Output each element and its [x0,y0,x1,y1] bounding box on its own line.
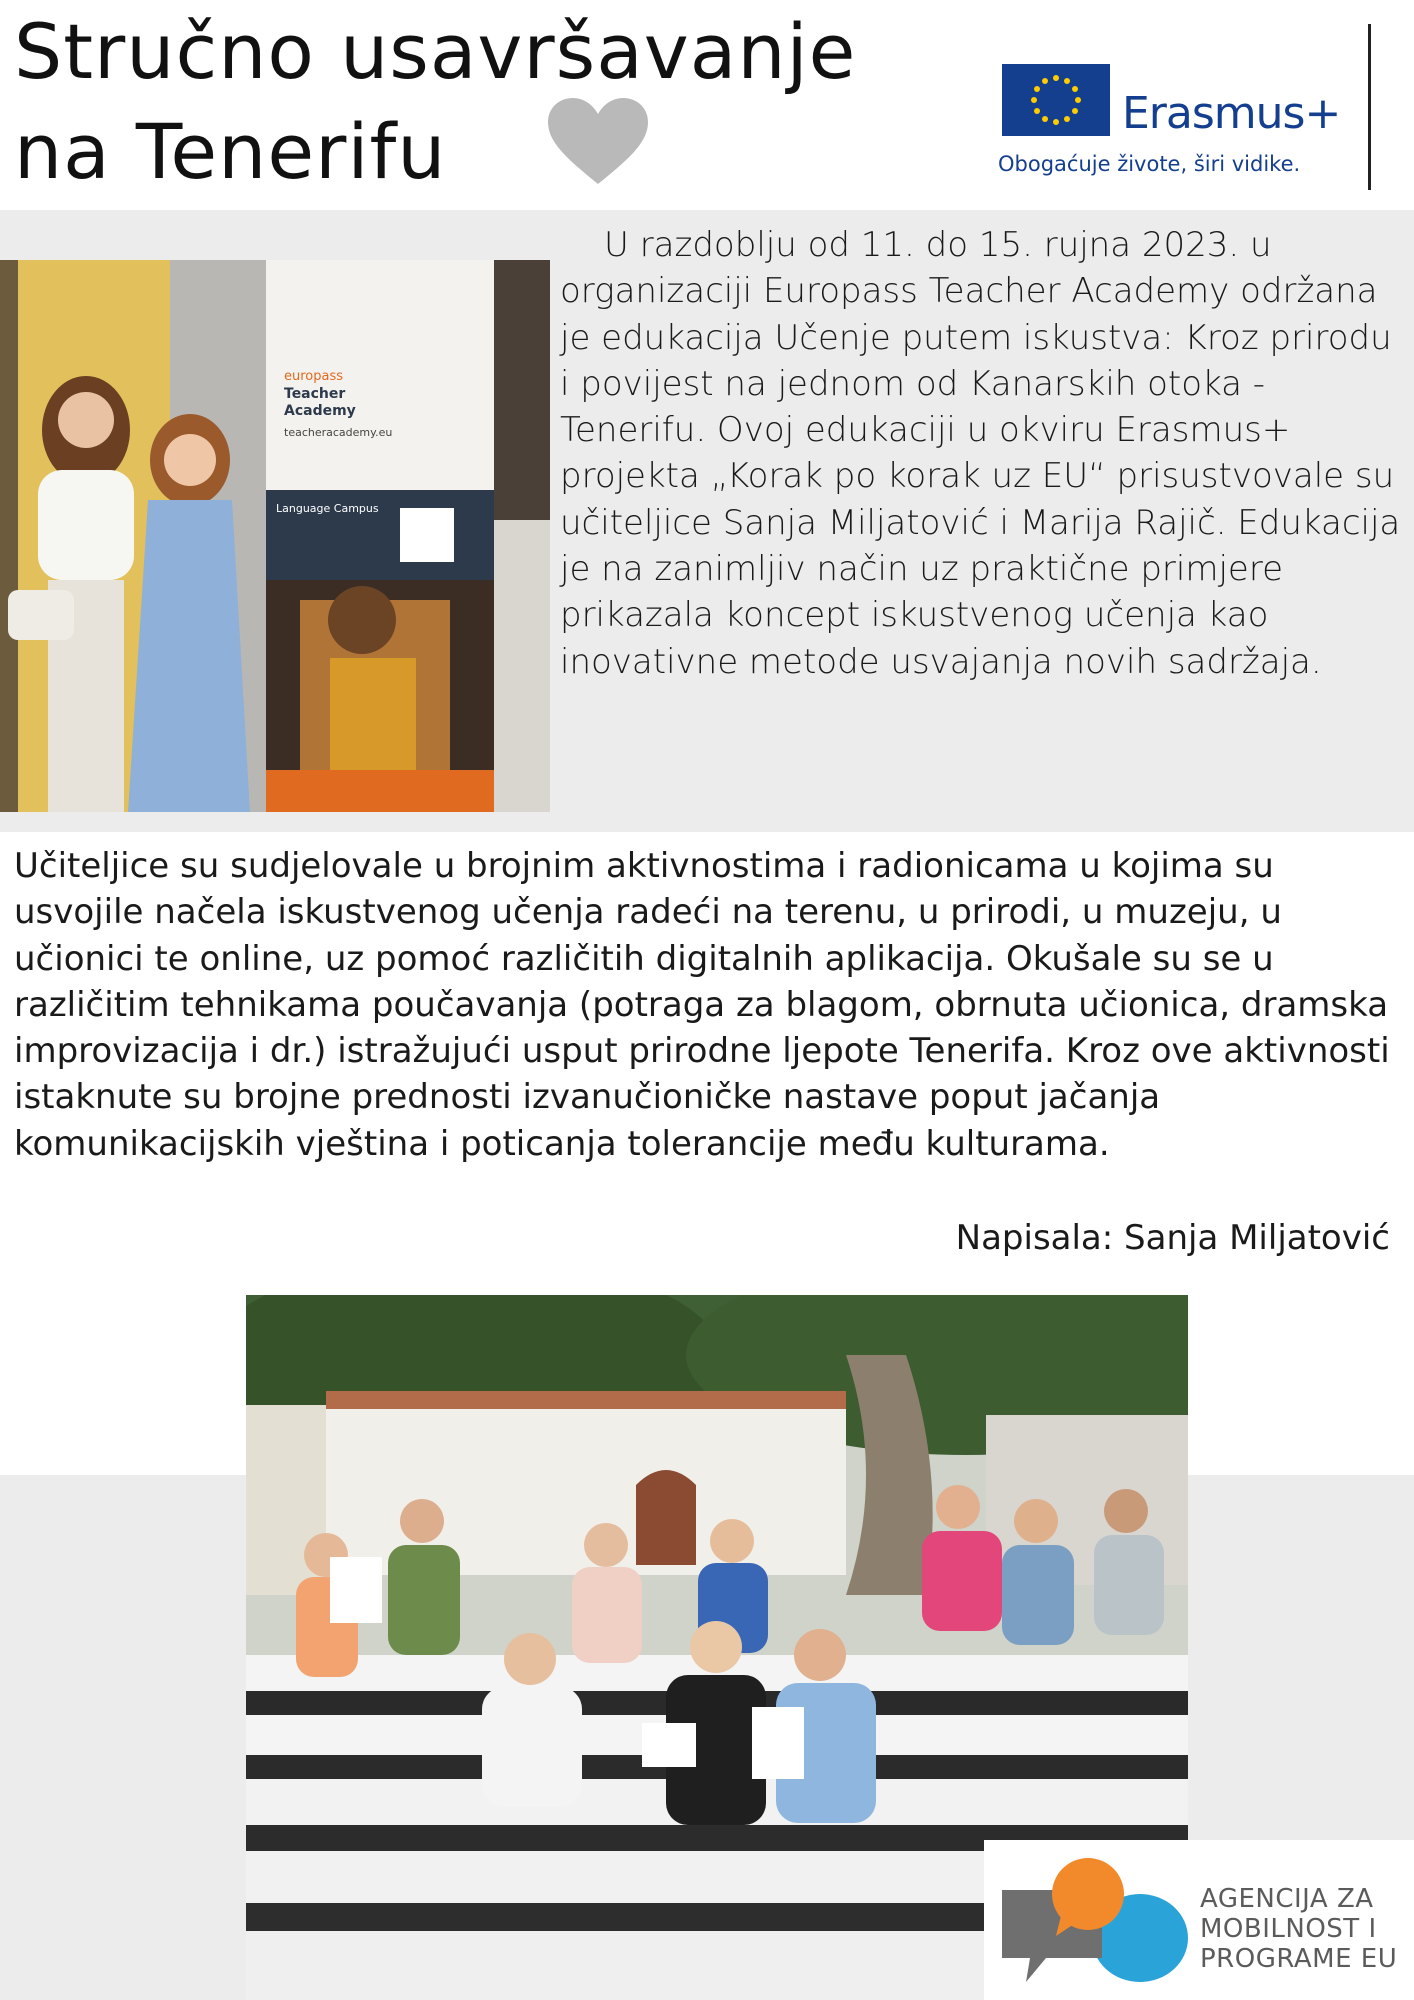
article-intro: U razdoblju od 11. do 15. rujna 2023. u organizaciji Europass Teacher Academy održana je edukacija Učenje putem iskustva: Kroz prirodu i povijest na jednom od Kanarskih otoka - Tenerifu. Ovoj edukaciji u okviru Erasmus+ projekta „Korak po korak uz EU“ prisustvovale su učiteljice Sanja Miljatović i Marija Rajič. Edukacija je na zanimljiv način uz praktične primjere prikazala koncept iskustvenog učenja kao inovativne metode usvajanja novih sadržaja. [560,225,1401,682]
banner-line-5: Language Campus [276,502,379,515]
speech-bubbles-icon [992,1850,1192,1995]
banner-line-4: teacheracademy.eu [284,426,393,439]
erasmus-wordmark: Erasmus+ [1122,88,1341,139]
agency-line-1: AGENCIJA ZA [1200,1884,1374,1914]
erasmus-logo [974,24,1371,190]
title-line-1: Stručno usavršavanje [14,7,857,96]
agency-name [1200,1884,1397,1974]
agency-line-2: MOBILNOST I [1200,1914,1377,1944]
eu-flag-icon [1002,64,1110,136]
banner-line-1: europass [284,369,344,384]
title-line-2: na Tenerifu [14,107,447,196]
agency-line-3: PROGRAME EU [1200,1944,1398,1974]
erasmus-tagline: Obogaćuje živote, širi vidike. [998,152,1301,176]
page-title [14,2,856,202]
agency-logo [984,1840,1414,2000]
banner-line-3: Academy [284,403,356,419]
heart-icon [548,98,648,188]
photo-teachers-at-academy [0,260,550,812]
article-author: Napisala: Sanja Miljatović [955,1218,1390,1258]
banner-line-2: Teacher [284,386,346,402]
article-body: Učiteljice su sudjelovale u brojnim aktivnostima i radionicama u kojima su usvojile načela iskustvenog učenja radeći na terenu, u prirodi, u muzeju, u učionici te online, uz pomoć različitih digitalnih aplikacija. Okušale su se u različitim tehnikama poučavanja (potraga za blagom, obrnuta učionica, dramska improvizacija i dr.) istražujući usput prirodne ljepote Tenerifa. Kroz ove aktivnosti istaknute su brojne prednosti izvanučioničke nastave poput jačanja komunikacijskih vještina i poticanja tolerancije među kulturama. [14,846,1390,1164]
